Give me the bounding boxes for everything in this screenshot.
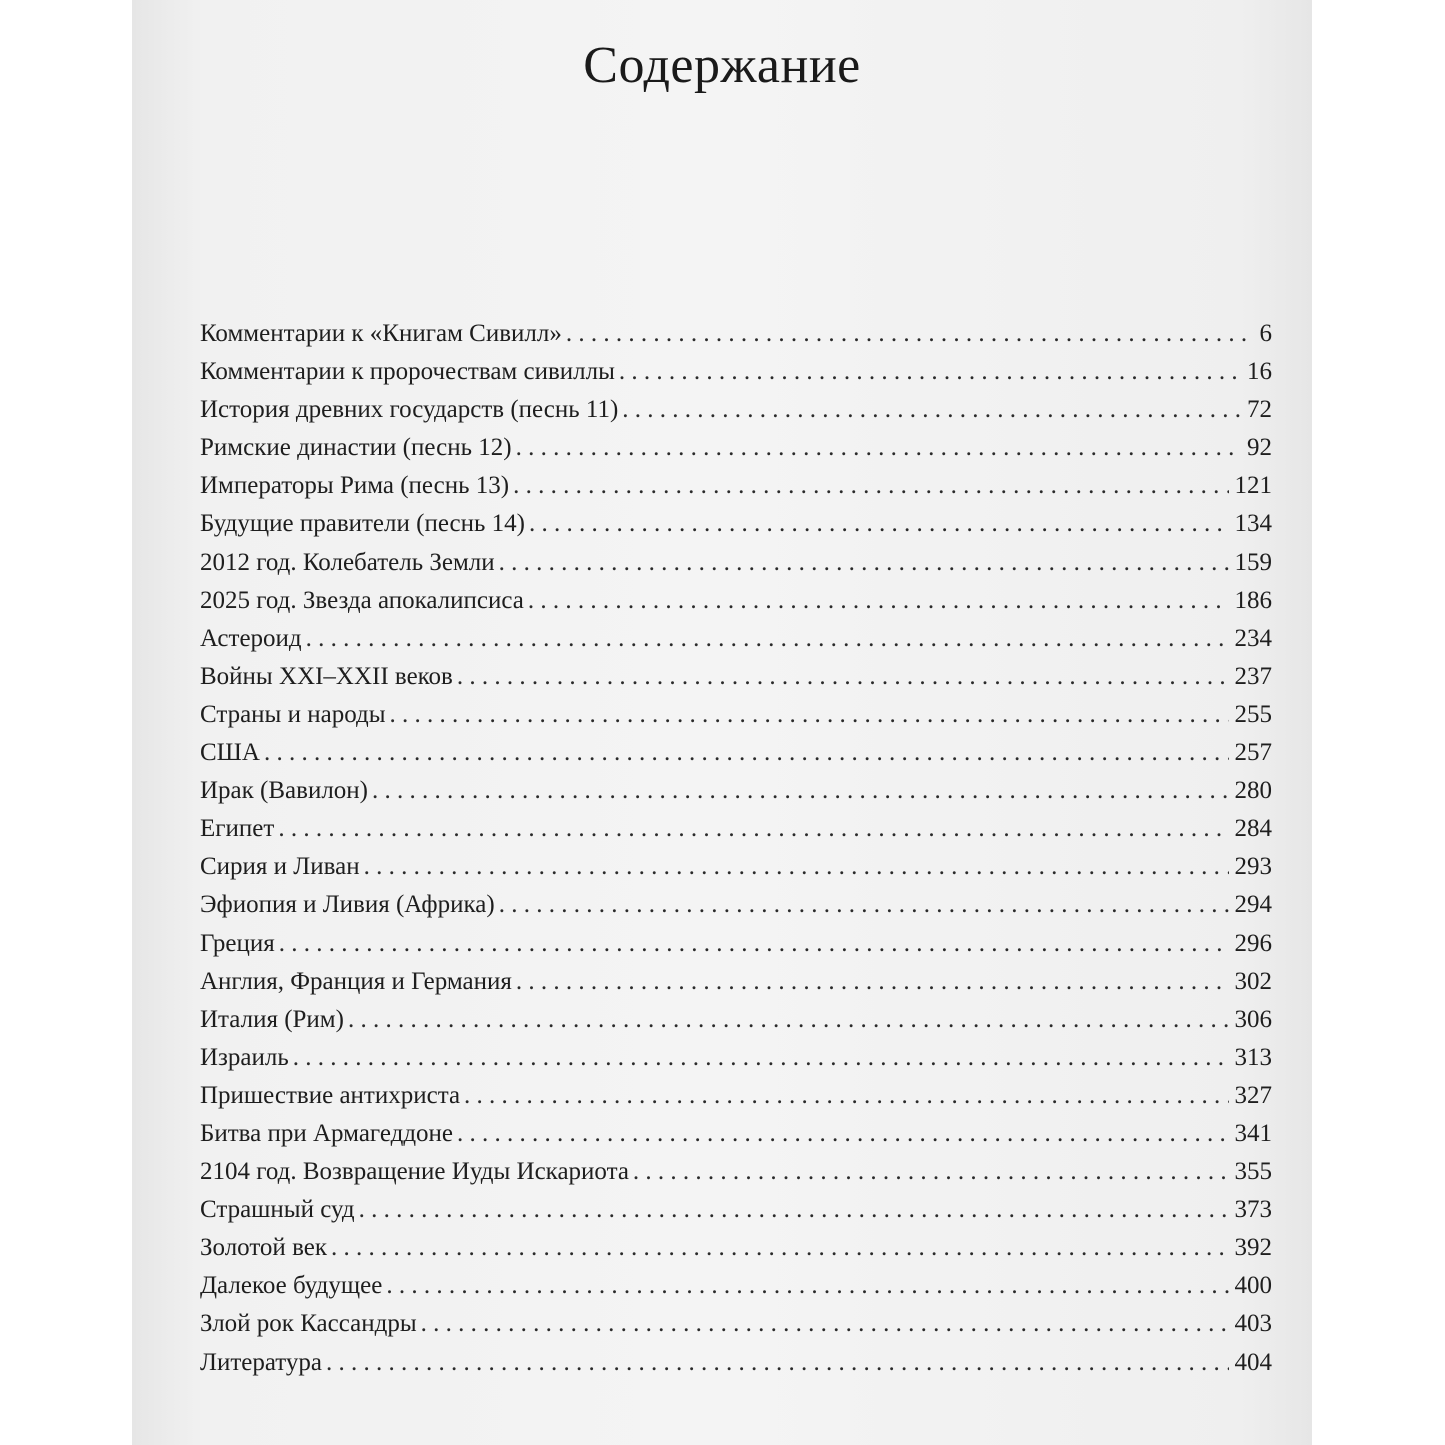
dot-leader (293, 1044, 1229, 1072)
toc-entry (200, 853, 1272, 891)
toc-entry-title: Египет (200, 815, 275, 843)
dot-leader (457, 663, 1229, 691)
toc-entry-title: Злой рок Кассандры (200, 1310, 417, 1338)
toc-entry-page-number: 186 (1234, 586, 1272, 614)
dot-leader (464, 1082, 1228, 1110)
dot-leader (386, 1272, 1228, 1300)
toc-entry (200, 815, 1272, 853)
toc-entry-page-number: 234 (1234, 624, 1272, 652)
dot-leader (499, 891, 1229, 919)
toc-entry-page-number: 392 (1234, 1234, 1272, 1262)
toc-entry-page-number: 293 (1234, 853, 1272, 881)
dot-leader (633, 1158, 1229, 1186)
toc-entry-page-number: 237 (1234, 662, 1272, 690)
toc-entry (200, 510, 1272, 548)
toc-entry-title: Пришествие антихриста (200, 1081, 461, 1109)
toc-entry (200, 472, 1272, 510)
dot-leader (306, 625, 1229, 653)
toc-entry-page-number: 16 (1247, 358, 1272, 386)
dot-leader (516, 968, 1229, 996)
toc-entry-page-number: 121 (1234, 472, 1272, 500)
toc-entry-title: Римские династии (песнь 12) (200, 434, 512, 462)
toc-entry-title: Далекое будущее (200, 1272, 383, 1300)
toc-entry-page-number: 404 (1234, 1348, 1272, 1376)
toc-entry-title: 2012 год. Колебатель Земли (200, 548, 495, 576)
toc-entry-title: 2025 год. Звезда апокалипсиса (200, 586, 524, 614)
toc-entry-page-number: 313 (1234, 1043, 1272, 1071)
dot-leader (457, 1120, 1228, 1148)
dot-leader (326, 1349, 1229, 1377)
dot-leader (279, 930, 1229, 958)
toc-entry-title: Будущие правители (песнь 14) (200, 510, 526, 538)
dot-leader (331, 1234, 1229, 1262)
toc-entry-page-number: 327 (1234, 1081, 1272, 1109)
dot-leader (359, 1196, 1229, 1224)
dot-leader (516, 434, 1241, 462)
toc-entry (200, 625, 1272, 663)
dot-leader (619, 358, 1241, 386)
toc-entry-title: Астероид (200, 624, 302, 652)
toc-entry-title: Комментарии к пророчествам сивиллы (200, 358, 615, 386)
toc-entry (200, 358, 1272, 396)
toc-entry-page-number: 159 (1234, 548, 1272, 576)
dot-leader (364, 853, 1229, 881)
page-title: Содержание (583, 37, 861, 94)
toc-entry-title: Израиль (200, 1043, 289, 1071)
toc-entry-title: Страшный суд (200, 1196, 355, 1224)
toc-entry-page-number: 306 (1234, 1005, 1272, 1033)
toc-entry (200, 1006, 1272, 1044)
toc-entry-title: Битва при Армагеддоне (200, 1119, 454, 1147)
toc-entry (200, 1310, 1272, 1348)
toc-entry-title: 2104 год. Возвращение Иуды Искариота (200, 1158, 629, 1186)
toc-entry-page-number: 72 (1247, 396, 1272, 424)
dot-leader (513, 472, 1228, 500)
toc-entry-title: Ирак (Вавилон) (200, 777, 369, 805)
toc-entry-title: Эфиопия и Ливия (Африка) (200, 891, 495, 919)
toc-entry (200, 1234, 1272, 1272)
toc-entry (200, 891, 1272, 929)
toc-entry-page-number: 6 (1259, 320, 1272, 347)
dot-leader (499, 549, 1229, 577)
toc-entry-title: Войны XXI–XXII веков (200, 662, 453, 690)
toc-entry-title: Греция (200, 929, 275, 957)
dot-leader (372, 777, 1228, 805)
toc-entry (200, 1082, 1272, 1120)
dot-leader (390, 701, 1229, 729)
toc-entry-page-number: 296 (1234, 929, 1272, 957)
toc-entry-title: Комментарии к «Книгам Сивилл» (200, 320, 562, 347)
book-page (132, 0, 1312, 1445)
toc-entry (200, 968, 1272, 1006)
dot-leader (421, 1310, 1229, 1338)
toc-entry (200, 1044, 1272, 1082)
toc-entry-title: Литература (200, 1348, 322, 1376)
toc-entry-page-number: 403 (1234, 1310, 1272, 1338)
toc-entry (200, 396, 1272, 434)
toc-entry (200, 701, 1272, 739)
toc-entry-title: Золотой век (200, 1234, 327, 1262)
dot-leader (528, 587, 1229, 615)
toc-entry (200, 739, 1272, 777)
toc-entry-page-number: 284 (1234, 815, 1272, 843)
dot-leader (278, 815, 1228, 843)
toc-entry (200, 320, 1272, 358)
toc-entry-title: США (200, 739, 260, 767)
toc-entry (200, 930, 1272, 968)
toc-entry-page-number: 92 (1247, 434, 1272, 462)
toc-entry-title: Италия (Рим) (200, 1005, 344, 1033)
toc-entry (200, 777, 1272, 815)
toc-entry-page-number: 341 (1234, 1119, 1272, 1147)
toc-entry-page-number: 400 (1234, 1272, 1272, 1300)
toc-entry-title: Императоры Рима (песнь 13) (200, 472, 510, 500)
toc-entry-title: Сирия и Ливан (200, 853, 360, 881)
toc-entry-page-number: 294 (1234, 891, 1272, 919)
table-of-contents (200, 320, 1272, 1387)
dot-leader (566, 320, 1254, 348)
toc-entry (200, 1196, 1272, 1234)
toc-entry-title: Страны и народы (200, 700, 386, 728)
toc-entry (200, 549, 1272, 587)
toc-entry (200, 1272, 1272, 1310)
toc-entry-page-number: 280 (1234, 777, 1272, 805)
toc-entry-title: Англия, Франция и Германия (200, 967, 512, 995)
toc-entry (200, 587, 1272, 625)
toc-entry-page-number: 255 (1234, 700, 1272, 728)
toc-entry-page-number: 373 (1234, 1196, 1272, 1224)
toc-entry (200, 663, 1272, 701)
toc-entry-page-number: 257 (1234, 739, 1272, 767)
dot-leader (348, 1006, 1229, 1034)
toc-entry (200, 434, 1272, 472)
toc-entry (200, 1120, 1272, 1158)
dot-leader (622, 396, 1241, 424)
toc-entry (200, 1349, 1272, 1387)
toc-entry-page-number: 302 (1234, 967, 1272, 995)
toc-entry-title: История древних государств (песнь 11) (200, 396, 619, 424)
toc-entry-page-number: 134 (1234, 510, 1272, 538)
dot-leader (529, 510, 1228, 538)
toc-entry (200, 1158, 1272, 1196)
dot-leader (264, 739, 1229, 767)
toc-entry-page-number: 355 (1234, 1158, 1272, 1186)
